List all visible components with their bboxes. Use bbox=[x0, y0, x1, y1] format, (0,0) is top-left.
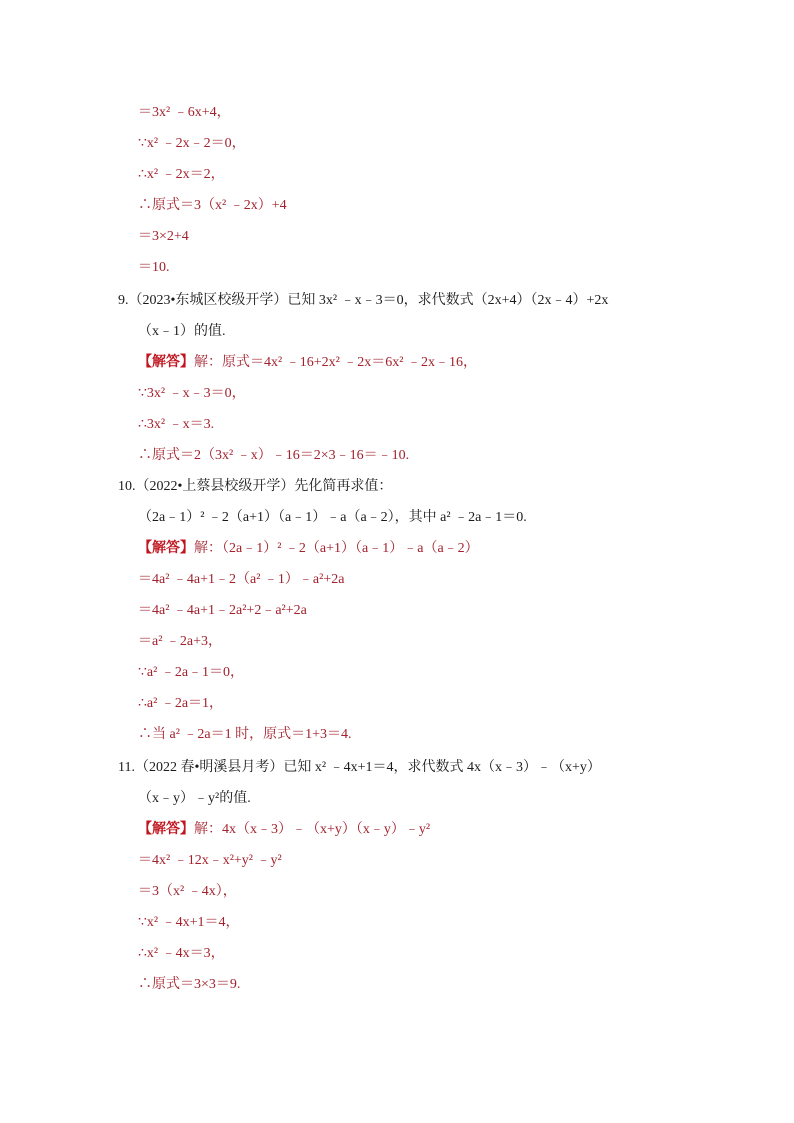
q11-question-line-1: 11.（2022 春•明溪县月考）已知 x² ﹣4x+1＝4，求代数式 4x（x﹣3）﹣（x+y） bbox=[118, 760, 601, 775]
q11-step-4: ∴x² ﹣4x＝3， bbox=[138, 946, 225, 961]
q9-answer-tag: 【解答】 bbox=[138, 355, 194, 370]
prev-solution-line-2: ∵x² ﹣2x﹣2＝0， bbox=[138, 136, 246, 151]
q10-answer-first-text: 解：（2a﹣1）² ﹣2（a+1）（a﹣1）﹣a（a﹣2） bbox=[194, 541, 479, 556]
q10-question-line-1: 10.（2022•上蔡县校级开学）先化简再求值： bbox=[118, 479, 393, 494]
prev-solution-line-4: ∴原式＝3（x² ﹣2x）+4 bbox=[138, 198, 287, 213]
q10-step-5: ∴a² ﹣2a＝1， bbox=[138, 696, 224, 711]
q10-step-1: ＝4a² ﹣4a+1﹣2（a² ﹣1）﹣a²+2a bbox=[138, 572, 345, 587]
q10-answer-first bbox=[138, 540, 479, 558]
q11-answer-first-text: 解：4x（x﹣3）﹣（x+y）（x﹣y）﹣y² bbox=[194, 822, 431, 837]
q11-step-2: ＝3（x² ﹣4x）， bbox=[138, 884, 237, 899]
q9-question-line-2: （x﹣1）的值. bbox=[138, 324, 226, 339]
q10-step-6: ∴当 a² ﹣2a＝1 时，原式＝1+3＝4. bbox=[138, 727, 352, 742]
q10-step-3: ＝a² ﹣2a+3， bbox=[138, 634, 223, 649]
q9-step-2: ∴3x² ﹣x＝3. bbox=[138, 417, 215, 432]
q9-step-1: ∵3x² ﹣x﹣3＝0， bbox=[138, 386, 246, 401]
prev-solution-line-6: ＝10. bbox=[138, 260, 170, 275]
q9-answer-first-text: 解：原式＝4x² ﹣16+2x² ﹣2x＝6x² ﹣2x﹣16， bbox=[194, 355, 477, 370]
q9-step-3: ∴原式＝2（3x² ﹣x）﹣16＝2×3﹣16＝﹣10. bbox=[138, 448, 410, 463]
prev-solution-line-5: ＝3×2+4 bbox=[138, 229, 189, 244]
q9-answer-first bbox=[138, 354, 477, 372]
prev-solution-line-1: ＝3x² ﹣6x+4， bbox=[138, 105, 231, 120]
q11-step-1: ＝4x² ﹣12x﹣x²+y² ﹣y² bbox=[138, 853, 282, 868]
prev-solution-line-3: ∴x² ﹣2x＝2， bbox=[138, 167, 225, 182]
q10-step-2: ＝4a² ﹣4a+1﹣2a²+2﹣a²+2a bbox=[138, 603, 307, 618]
q10-question-line-2: （2a﹣1）² ﹣2（a+1）（a﹣1）﹣a（a﹣2），其中 a² ﹣2a﹣1＝0. bbox=[138, 510, 527, 525]
q11-answer-tag: 【解答】 bbox=[138, 822, 194, 837]
q11-question-line-2: （x﹣y）﹣y²的值. bbox=[138, 791, 251, 806]
q11-answer-first bbox=[138, 821, 430, 839]
q10-answer-tag: 【解答】 bbox=[138, 541, 194, 556]
q11-step-3: ∵x² ﹣4x+1＝4， bbox=[138, 915, 240, 930]
q11-step-5: ∴原式＝3×3＝9. bbox=[138, 977, 241, 992]
q9-question-line-1: 9.（2023•东城区校级开学）已知 3x² ﹣x﹣3＝0，求代数式（2x+4）（2x﹣4）+2x bbox=[118, 293, 609, 308]
q10-step-4: ∵a² ﹣2a﹣1＝0， bbox=[138, 665, 245, 680]
